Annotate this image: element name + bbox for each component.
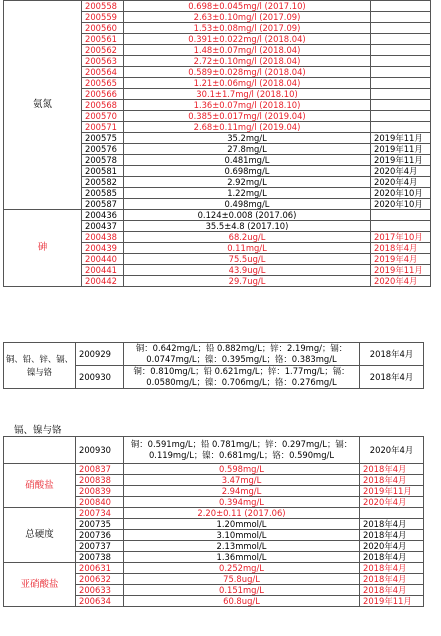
code-cell: 200558 [82, 1, 124, 12]
value-cell: 0.598mg/L [124, 464, 360, 475]
code-cell: 200565 [82, 78, 124, 89]
date-cell: 2020年10月 [371, 199, 431, 210]
date-cell [371, 111, 431, 122]
section-caption: 镉、镍与铬 [14, 425, 62, 436]
code-cell: 200633 [76, 585, 124, 596]
code-cell: 200738 [76, 552, 124, 563]
code-cell: 200570 [82, 111, 124, 122]
value-cell: 铜：0.810mg/L；铅 0.621mg/L；锌：1.77mg/L；镉：0.0580mg/L；镍：0.706mg/L；铬：0.276mg/L [124, 366, 360, 389]
value-cell: 75.8ug/L [124, 574, 360, 585]
code-cell: 200839 [76, 486, 124, 497]
code-cell: 200585 [82, 188, 124, 199]
date-cell [371, 210, 431, 221]
code-cell: 200837 [76, 464, 124, 475]
category-cell: 铜、铅、锌、镉、镍与铬 [4, 343, 76, 389]
date-cell: 2019年4月 [371, 254, 431, 265]
category-cell: 亚硝酸盐 [4, 563, 76, 607]
value-cell: 0.151mg/L [124, 585, 360, 596]
date-cell: 2019年11月 [371, 155, 431, 166]
date-cell: 2018年4月 [360, 464, 424, 475]
code-cell: 200564 [82, 67, 124, 78]
value-cell: 0.11mg/L [124, 243, 371, 254]
code-cell: 200582 [82, 177, 124, 188]
value-cell: 1.22mg/L [124, 188, 371, 199]
date-cell [371, 122, 431, 133]
value-cell: 29.7ug/L [124, 276, 371, 287]
code-cell: 200575 [82, 133, 124, 144]
date-cell [371, 221, 431, 232]
date-cell: 2019年11月 [371, 133, 431, 144]
value-cell: 75.5ug/L [124, 254, 371, 265]
code-cell: 200930 [76, 366, 124, 389]
value-cell: 0.698mg/L [124, 166, 371, 177]
value-cell: 2.72±0.10mg/l (2018.04) [124, 56, 371, 67]
value-cell: 60.8ug/L [124, 596, 360, 607]
value-cell: 3.10mmol/L [124, 530, 360, 541]
date-cell [360, 508, 424, 519]
date-cell [371, 34, 431, 45]
page-break [0, 331, 441, 341]
value-cell: 2.13mmol/L [124, 541, 360, 552]
date-cell [371, 100, 431, 111]
empty-category-cell [4, 437, 76, 464]
date-cell: 2020年4月 [360, 437, 424, 464]
code-cell: 200734 [76, 508, 124, 519]
table-body [4, 1, 431, 287]
code-cell: 200441 [82, 265, 124, 276]
date-cell: 2018年4月 [360, 530, 424, 541]
table-row [4, 437, 424, 464]
date-cell: 2018年4月 [360, 366, 424, 389]
value-cell: 1.36mmol/L [124, 552, 360, 563]
date-cell [371, 23, 431, 34]
value-cell: 35.2mg/L [124, 133, 371, 144]
date-cell: 2017年10月 [371, 232, 431, 243]
date-cell: 2018年4月 [360, 343, 424, 366]
value-cell: 2.68±0.11mg/l (2019.04) [124, 122, 371, 133]
date-cell [371, 56, 431, 67]
value-cell: 68.2ug/L [124, 232, 371, 243]
code-cell: 200436 [82, 210, 124, 221]
date-cell: 2020年4月 [371, 166, 431, 177]
code-cell: 200631 [76, 563, 124, 574]
category-cell: 砷 [4, 210, 82, 287]
category-cell: 总硬度 [4, 508, 76, 563]
value-cell: 铜：0.642mg/L；铅 0.882mg/L；锌：2.19mg/；镉：0.0747mg/L；镍：0.395mg/L；铬：0.383mg/L [124, 343, 360, 366]
code-cell: 200838 [76, 475, 124, 486]
date-cell: 2018年4月 [360, 574, 424, 585]
code-cell: 200737 [76, 541, 124, 552]
value-cell: 2.92mg/L [124, 177, 371, 188]
value-cell: 0.498mg/L [124, 199, 371, 210]
code-cell: 200568 [82, 100, 124, 111]
code-cell: 200735 [76, 519, 124, 530]
date-cell: 2020年10月 [371, 188, 431, 199]
value-cell: 2.94mg/L [124, 486, 360, 497]
date-cell: 2018年4月 [360, 585, 424, 596]
value-cell: 1.53±0.08mg/l (2017.09) [124, 23, 371, 34]
code-cell: 200438 [82, 232, 124, 243]
code-cell: 200566 [82, 89, 124, 100]
date-cell: 2019年11月 [360, 596, 424, 607]
value-cell: 铜：0.591mg/L；铅 0.781mg/L；锌：0.297mg/L；镉：0.119mg/L；镍：0.681mg/L；铬：0.590mg/L [124, 437, 360, 464]
code-cell: 200571 [82, 122, 124, 133]
table-body [4, 437, 424, 607]
code-cell: 200840 [76, 497, 124, 508]
code-cell: 200587 [82, 199, 124, 210]
value-cell: 1.20mmol/L [124, 519, 360, 530]
date-cell: 2018年4月 [360, 552, 424, 563]
value-cell: 1.36±0.07mg/l (2018.10) [124, 100, 371, 111]
value-cell: 2.63±0.10mg/l (2017.09) [124, 12, 371, 23]
date-cell: 2020年4月 [360, 497, 424, 508]
date-cell: 2020年4月 [371, 276, 431, 287]
table-row [4, 1, 431, 12]
table-row [4, 464, 424, 475]
value-cell: 2.20±0.11 (2017.06) [124, 508, 360, 519]
date-cell [371, 67, 431, 78]
table-row [4, 563, 424, 574]
code-cell: 200562 [82, 45, 124, 56]
date-cell [371, 89, 431, 100]
value-cell: 0.698±0.045mg/l (2017.10) [124, 1, 371, 12]
date-cell: 2019年11月 [371, 144, 431, 155]
reference-table-heavy-metals [3, 342, 424, 389]
date-cell [371, 12, 431, 23]
code-cell: 200929 [76, 343, 124, 366]
code-cell: 200560 [82, 23, 124, 34]
code-cell: 200563 [82, 56, 124, 67]
code-cell: 200439 [82, 243, 124, 254]
code-cell: 200576 [82, 144, 124, 155]
date-cell: 2018年4月 [360, 475, 424, 486]
value-cell: 0.124±0.008 (2017.06) [124, 210, 371, 221]
value-cell: 30.1±1.7mg/l (2018.10) [124, 89, 371, 100]
code-cell: 200440 [82, 254, 124, 265]
code-cell: 200736 [76, 530, 124, 541]
value-cell: 1.48±0.07mg/l (2018.04) [124, 45, 371, 56]
code-cell: 200561 [82, 34, 124, 45]
code-cell: 200634 [76, 596, 124, 607]
value-cell: 35.5±4.8 (2017.10) [124, 221, 371, 232]
category-cell: 硝酸盐 [4, 464, 76, 508]
code-cell: 200581 [82, 166, 124, 177]
date-cell: 2018年4月 [371, 243, 431, 254]
table-row [4, 343, 424, 366]
value-cell: 27.8mg/L [124, 144, 371, 155]
value-cell: 3.47mg/L [124, 475, 360, 486]
code-cell: 200578 [82, 155, 124, 166]
date-cell: 2020年4月 [360, 541, 424, 552]
category-cell: 氨氮 [4, 1, 82, 210]
code-cell: 200559 [82, 12, 124, 23]
value-cell: 0.481mg/L [124, 155, 371, 166]
date-cell: 2018年4月 [360, 563, 424, 574]
value-cell: 0.391±0.022mg/l (2018.04) [124, 34, 371, 45]
date-cell: 2019年11月 [360, 486, 424, 497]
date-cell [371, 45, 431, 56]
reference-table-ammonia-arsenic [3, 0, 431, 287]
code-cell: 200632 [76, 574, 124, 585]
code-cell: 200442 [82, 276, 124, 287]
reference-table-nitrate-hardness-nitrite [3, 436, 424, 607]
code-cell: 200437 [82, 221, 124, 232]
table-row [4, 210, 431, 221]
date-cell [371, 1, 431, 12]
value-cell: 0.252mg/L [124, 563, 360, 574]
date-cell: 2019年11月 [371, 265, 431, 276]
value-cell: 0.589±0.028mg/l (2018.04) [124, 67, 371, 78]
date-cell: 2018年4月 [360, 519, 424, 530]
date-cell [371, 78, 431, 89]
value-cell: 0.385±0.017mg/l (2019.04) [124, 111, 371, 122]
date-cell: 2020年4月 [371, 177, 431, 188]
value-cell: 43.9ug/L [124, 265, 371, 276]
table-row [4, 508, 424, 519]
code-cell: 200930 [76, 437, 124, 464]
value-cell: 0.394mg/L [124, 497, 360, 508]
value-cell: 1.21±0.06mg/l (2018.04) [124, 78, 371, 89]
